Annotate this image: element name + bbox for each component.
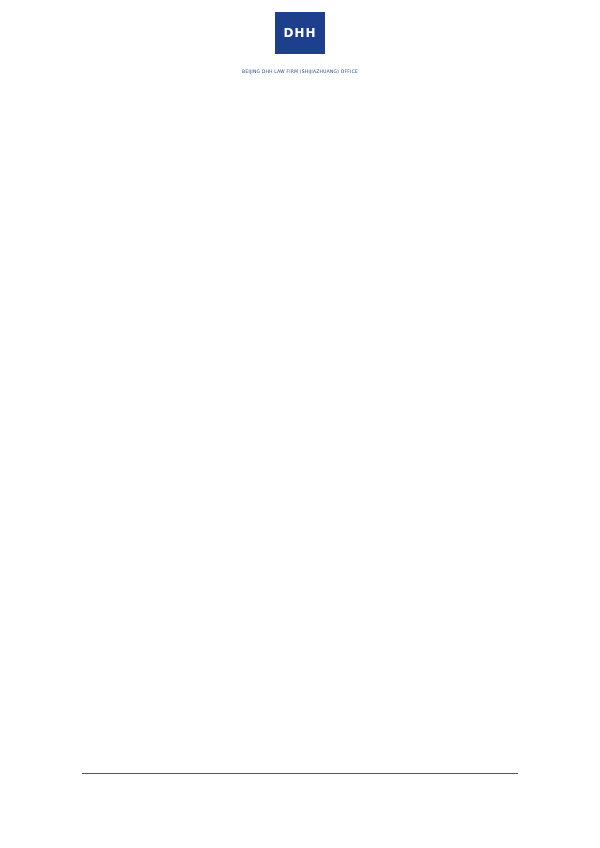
firm-logo: [275, 12, 325, 54]
footer-divider: [82, 773, 518, 774]
logo-text: DHH: [283, 25, 317, 40]
letterhead: [0, 0, 600, 90]
firm-name-english: BEIJING DHH LAW FIRM (SHIJIAZHUANG) OFFICE: [242, 70, 358, 75]
page-footer: [0, 786, 600, 795]
